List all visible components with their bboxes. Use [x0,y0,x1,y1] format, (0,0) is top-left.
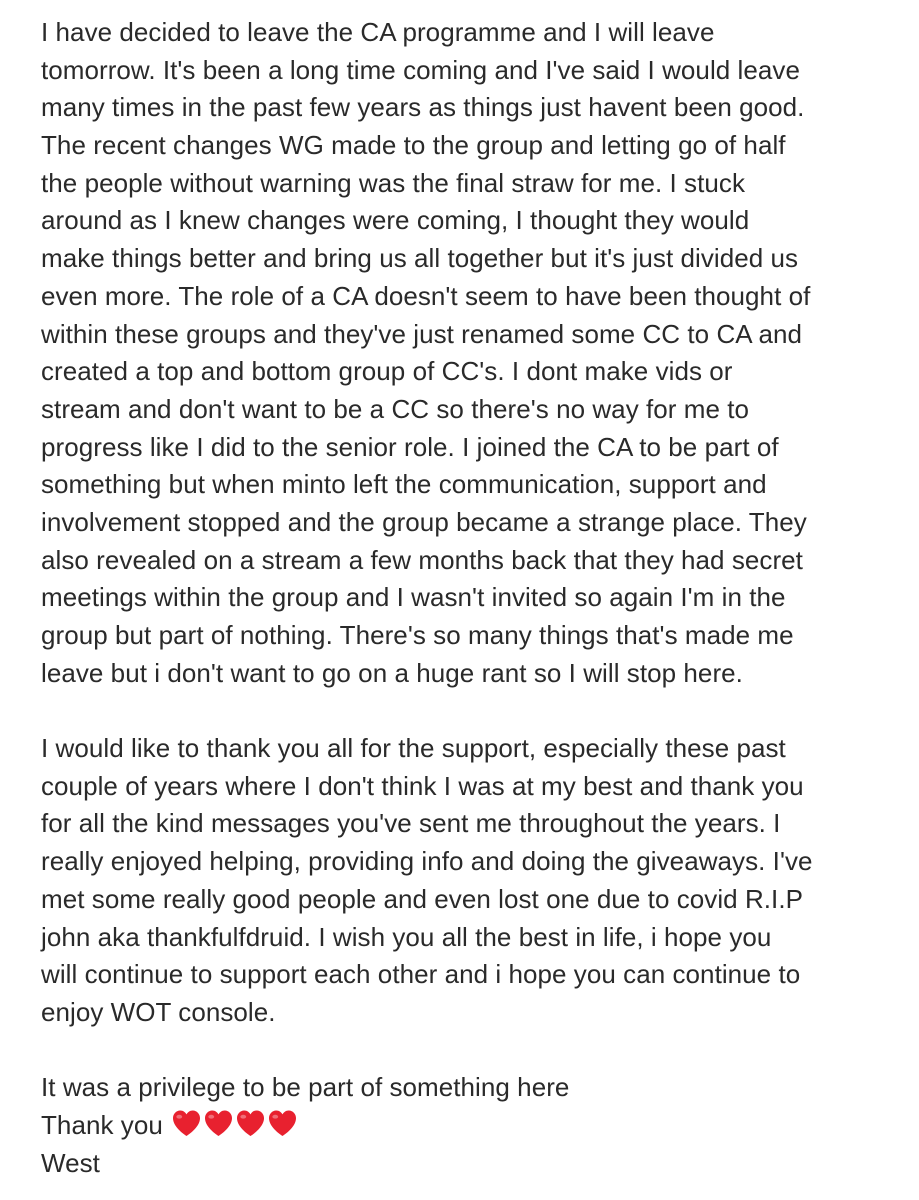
text-line: met some really good people and even lost one due to covid R.I.P [41,883,803,914]
text-line: couple of years where I don't think I was at my best and thank you [41,770,804,801]
text-line: stream and don't want to be a CC so there's no way for me to [41,393,750,424]
text-line: group but part of nothing. There's so many things that's made me [41,620,794,650]
text-line: will continue to support each other and i hope you can continue to [41,959,801,990]
text-line: I would like to thank you all for the support, especially these past [41,733,786,764]
text-line: even more. The role of a CA doesn't seem to have been thought of [41,280,811,311]
text-line: enjoy WOT console. [41,996,276,1027]
text-line: the people without warning was the final straw for me. I stuck [41,167,745,198]
text-line: really enjoyed helping, providing info and doing the giveaways. I've [41,846,813,877]
closing-block [41,1069,901,1182]
closing-line: It was a privilege to be part of something here [41,1072,570,1103]
paragraph-2 [41,730,901,1032]
text-line: for all the kind messages you've sent me throughout the years. I [41,808,781,839]
note-body [41,14,901,1182]
signature: West [41,1147,100,1178]
text-line: something but when minto left the communication, support and [41,469,767,500]
text-line: within these groups and they've just renamed some CC to CA and [41,318,803,349]
heart-icon [203,1109,234,1137]
text-line: make things better and bring us all together but it's just divided us [41,243,799,274]
text-line: involvement stopped and the group became a strange place. They [41,506,807,537]
text-line: leave but i don't want to go on a huge rant so I will stop here. [41,657,743,688]
text-line: many times in the past few years as things just havent been good. [41,92,805,123]
heart-icon [171,1109,202,1137]
text-line: tomorrow. It's been a long time coming and I've said I would leave [41,54,800,85]
text-line: around as I knew changes were coming, I thought they would [41,205,750,236]
paragraph-gap [41,1032,901,1070]
text-line: meetings within the group and I wasn't invited so again I'm in the [41,582,786,613]
hearts-row [171,1109,298,1137]
text-line: john aka thankfulfdruid. I wish you all the best in life, i hope you [41,921,772,952]
text-line: The recent changes WG made to the group and letting go of half [41,130,786,161]
text-line: also revealed on a stream a few months back that they had secret [41,544,803,575]
heart-icon [267,1109,298,1137]
heart-icon [235,1109,266,1137]
text-line: progress like I did to the senior role. I joined the CA to be part of [41,431,779,462]
thank-you-text: Thank you [41,1109,163,1140]
paragraph-gap [41,692,901,730]
text-line: I have decided to leave the CA programme and I will leave [41,17,715,47]
paragraph-1 [41,14,901,692]
text-line: created a top and bottom group of CC's. I dont make vids or [41,356,733,387]
thank-you-line [41,1107,901,1145]
